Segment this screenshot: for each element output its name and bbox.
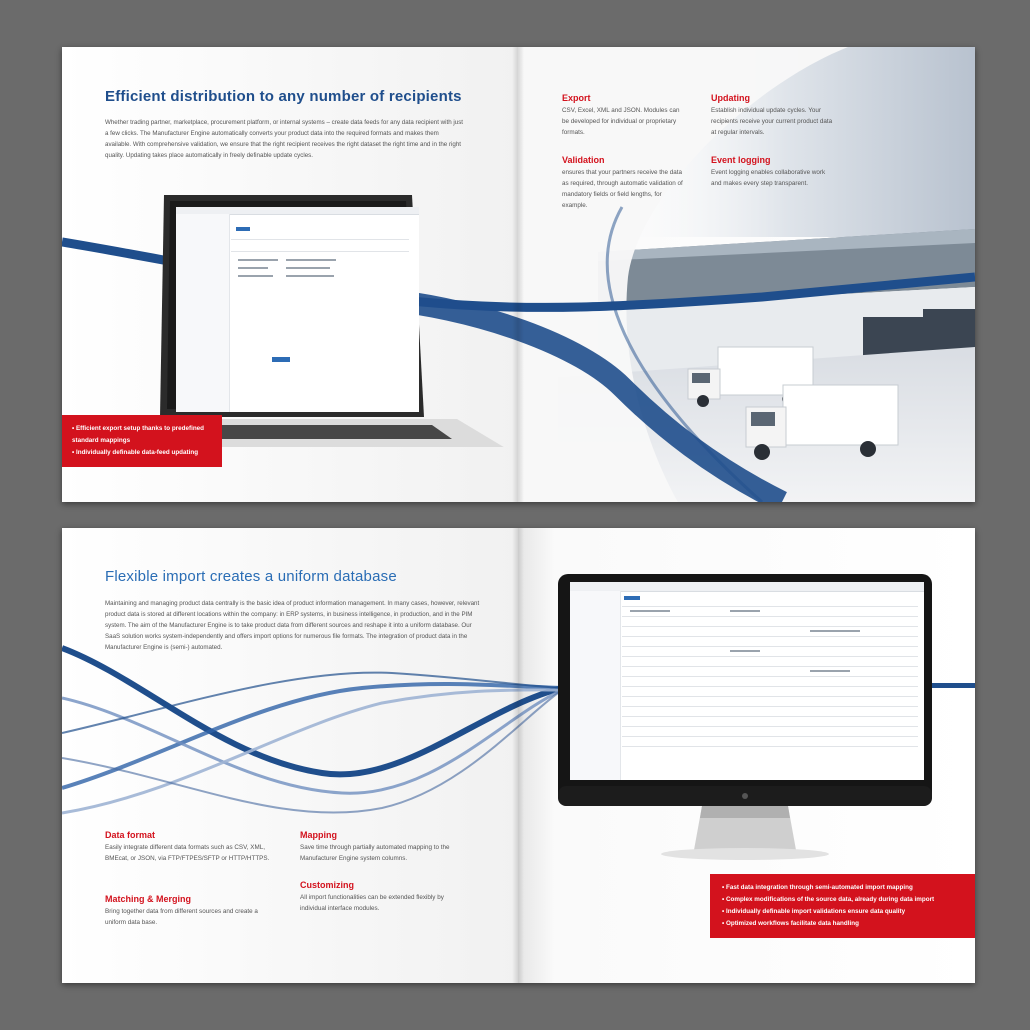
feature-title-export: Export <box>562 93 591 103</box>
page-fold <box>512 528 524 983</box>
feature-title-validation: Validation <box>562 155 605 165</box>
intro-text: Maintaining and managing product data centrally is the basic idea of product information management. In many cases, however, relevant product data is stored at different locations within the company: in ERP systems, in business intelligence, in production, and in the PIM system. The aim of the Manufacturer Engine is to take product data from different sources and reshape it into a uniform database. Our SaaS solution works system-independently and offers import options for numerous file formats. The integration of product data in the Manufacturer Engine is (semi-) automated. <box>105 600 480 651</box>
bullet-item: • Individually definable data-feed updating <box>72 447 212 459</box>
feature-text-updating: Establish individual update cycles. Your recipients receive your current product data at regular intervals. <box>711 107 833 136</box>
feature-text-matching-merging: Bring together data from different sources and create a uniform data base. <box>105 908 258 926</box>
bullet-item: • Complex modifications of the source data, already during data import <box>722 894 963 906</box>
feature-title-updating: Updating <box>711 93 750 103</box>
page-fold <box>512 47 524 502</box>
feature-title-event-logging: Event logging <box>711 155 771 165</box>
monitor-screen <box>570 582 924 780</box>
bullet-item: • Optimized workflows facilitate data handling <box>722 918 963 930</box>
feature-bullets <box>710 874 975 938</box>
feature-text-mapping: Save time through partially automated mapping to the Manufacturer Engine system columns. <box>300 844 450 862</box>
bullet-item: • Individually definable import validations ensure data quality <box>722 906 963 918</box>
bullet-item: • Efficient export setup thanks to predefined standard mappings <box>72 423 212 447</box>
brochure-spread-export <box>62 47 975 502</box>
feature-text-data-format: Easily integrate different data formats such as CSV, XML, BMEcat, or JSON, via FTP/FTPES/SFTP or HTTP/HTTPS. <box>105 844 270 862</box>
feature-title-customizing: Customizing <box>300 880 354 890</box>
feature-bullets <box>62 415 222 467</box>
feature-text-customizing: All import functionalities can be extended flexibly by individual interface modules. <box>300 894 444 912</box>
feature-text-export: CSV, Excel, XML and JSON. Modules can be developed for individual or proprietary formats. <box>562 107 680 136</box>
feature-text-event-logging: Event logging enables collaborative work and makes every step transparent. <box>711 169 826 187</box>
feature-title-data-format: Data format <box>105 830 156 840</box>
brochure-spread-import <box>62 528 975 983</box>
intro-text: Whether trading partner, marketplace, procurement platform, or internal systems – create data feeds for any data recipient with just a few clicks. The Manufacturer Engine automatically converts your product data into the required formats and makes them available. With comprehensive validation, we ensure that the right recipient receives the right dataset the right time and in the right quality. Updating takes place automatically in freely definable update cycles. <box>105 119 464 159</box>
page-title: Flexible import creates a uniform database <box>105 568 397 585</box>
feature-title-matching-merging: Matching & Merging <box>105 894 191 904</box>
bullet-item: • Fast data integration through semi-automated import mapping <box>722 882 963 894</box>
feature-text-validation: ensures that your partners receive the data as required, through automatic validation of mandatory fields or field lengths, for example. <box>562 169 683 209</box>
feature-title-mapping: Mapping <box>300 830 337 840</box>
page-title: Efficient distribution to any number of recipients <box>105 88 462 105</box>
laptop-screen <box>176 207 419 412</box>
